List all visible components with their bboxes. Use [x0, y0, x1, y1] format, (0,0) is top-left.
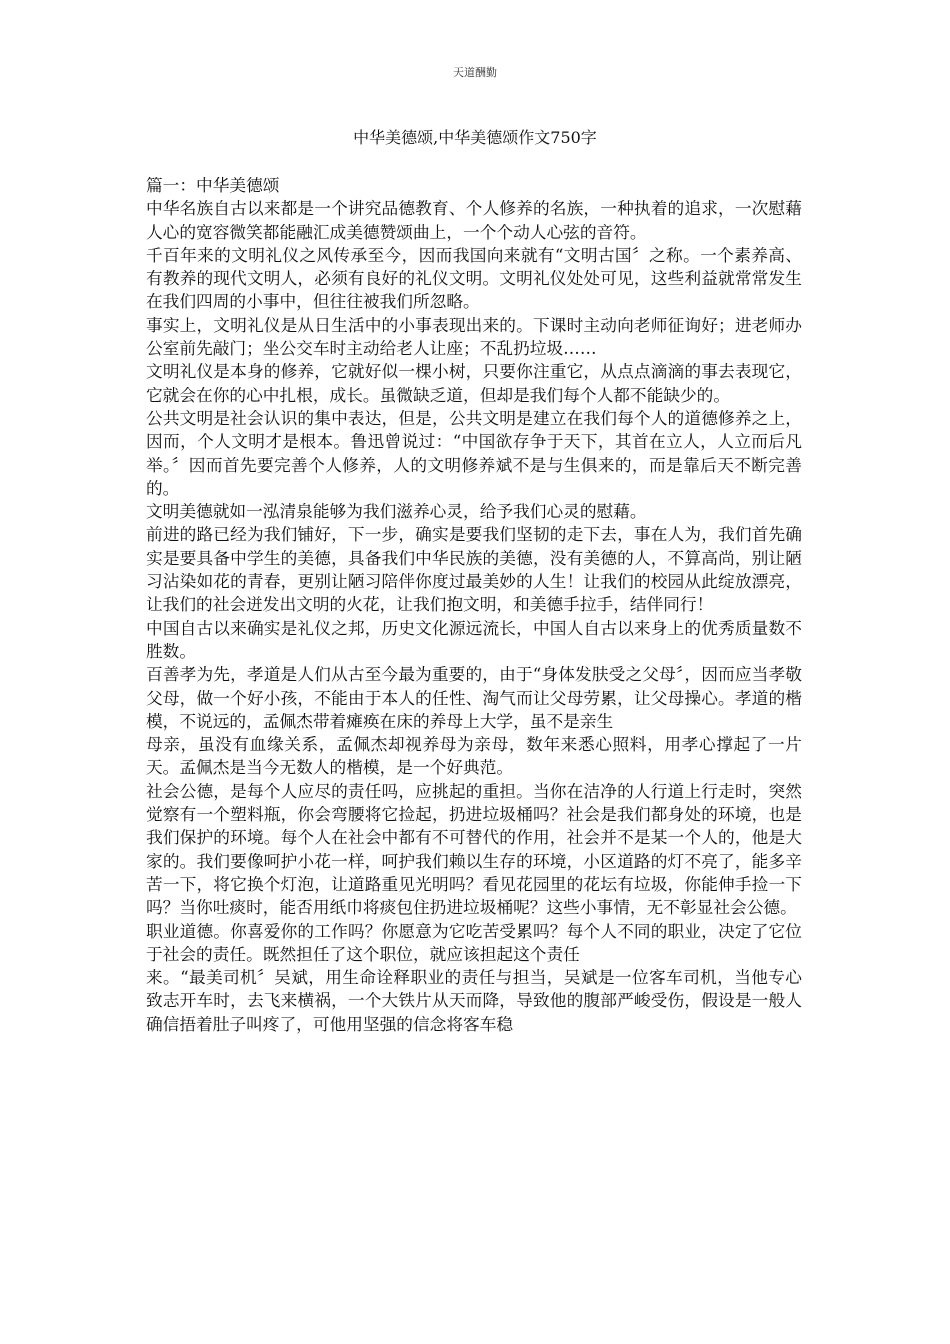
paragraph: 前进的路已经为我们铺好，下一步，确实是要我们坚韧的走下去，事在人为，我们首先确实是要具备中学生的美德，具备我们中华民族的美德，没有美德的人，不算高尚，别让陋习沾染如花的青春，更别让陋习陪伴你度过最美妙的人生！让我们的校园从此绽放漂亮，让我们的社会迸发出文明的火花，让我们抱文明，和美德手拉手，结伴同行！	[146, 524, 802, 615]
paragraph: 中国自古以来确实是礼仪之邦，历史文化源远流长，中国人自古以来身上的优秀质量数不胜数。	[146, 617, 802, 661]
paragraph: 中华名族自古以来都是一个讲究品德教育、个人修养的名族，一种执着的追求，一次慰藉人心的宽容微笑都能融汇成美德赞颂曲上，一个个动人心弦的音符。	[146, 198, 802, 242]
document-body	[146, 174, 802, 1036]
paragraph: 百善孝为先，孝道是人们从古至今最为重要的，由于“身体发肤受之父母〞，因而应当孝敬父母，做一个好小孩，不能由于本人的任性、淘气而让父母劳累，让父母操心。孝道的楷模，不说远的，孟佩杰带着瘫痪在床的养母上大学，虽不是亲生	[146, 664, 802, 731]
paragraph: 社会公德，是每个人应尽的责任吗，应挑起的重担。当你在洁净的人行道上行走时，突然觉察有一个塑料瓶，你会弯腰将它捡起，扔进垃圾桶吗？社会是我们都身处的环境，也是我们保护的环境。每个人在社会中都有不可替代的作用，社会并不是某一个人的，他是大家的。我们要像呵护小花一样，呵护我们赖以生存的环境，小区道路的灯不亮了，能多辛苦一下，将它换个灯泡，让道路重见光明吗？看见花园里的花坛有垃圾，你能伸手捡一下吗？当你吐痰时，能否用纸巾将痰包住扔进垃圾桶呢？这些小事情，无不彰显社会公德。	[146, 780, 802, 918]
paragraph: 母亲，虽没有血缘关系，孟佩杰却视养母为亲母，数年来悉心照料，用孝心撑起了一片天。孟佩杰是当今无数人的楷模，是一个好典范。	[146, 734, 802, 778]
paragraph: 文明礼仪是本身的修养，它就好似一棵小树，只要你注重它，从点点滴滴的事去表现它，它就会在你的心中扎根，成长。虽微缺乏道，但却是我们每个人都不能缺少的。	[146, 361, 802, 405]
paragraph: 公共文明是社会认识的集中表达，但是，公共文明是建立在我们每个人的道德修养之上，因而，个人文明才是根本。鲁迅曾说过：“中国欲存争于天下，其首在立人，人立而后凡举。〞因而首先要完善个人修养，人的文明修养斌不是与生俱来的，而是靠后天不断完善的。	[146, 407, 802, 498]
paragraph: 文明美德就如一泓清泉能够为我们滋养心灵，给予我们心灵的慰藉。	[146, 501, 647, 522]
document-title: 中华美德颂,中华美德颂作文750字	[353, 128, 597, 147]
paragraph: 事实上，文明礼仪是从日生活中的小事表现出来的。下课时主动向老师征询好；进老师办公室前先敲门；坐公交车时主动给老人让座；不乱扔垃圾……	[146, 314, 802, 359]
paragraph: 千百年来的文明礼仪之风传承至今，因而我国向来就有“文明古国〞之称。一个素养高、有教养的现代文明人，必须有良好的礼仪文明。文明礼仪处处可见，这些利益就常常发生在我们四周的小事中，但往往被我们所忽略。	[146, 244, 802, 312]
page-header: 天道酬勤	[453, 66, 497, 79]
paragraph: 职业道德。你喜爱你的工作吗？你愿意为它吃苦受累吗？每个人不同的职业，决定了它位于社会的责任。既然担任了这个职位，就应该担起这个责任	[146, 920, 802, 964]
paragraph: 来。“最美司机〞吴斌，用生命诠释职业的责任与担当，吴斌是一位客车司机，当他专心致志开车时，去飞来横祸，一个大铁片从天而降，导致他的腹部严峻受伤，假设是一般人确信捂着肚子叫疼了，可他用坚强的信念将客车稳	[146, 967, 802, 1034]
paragraph: 篇一：中华美德颂	[146, 175, 280, 195]
